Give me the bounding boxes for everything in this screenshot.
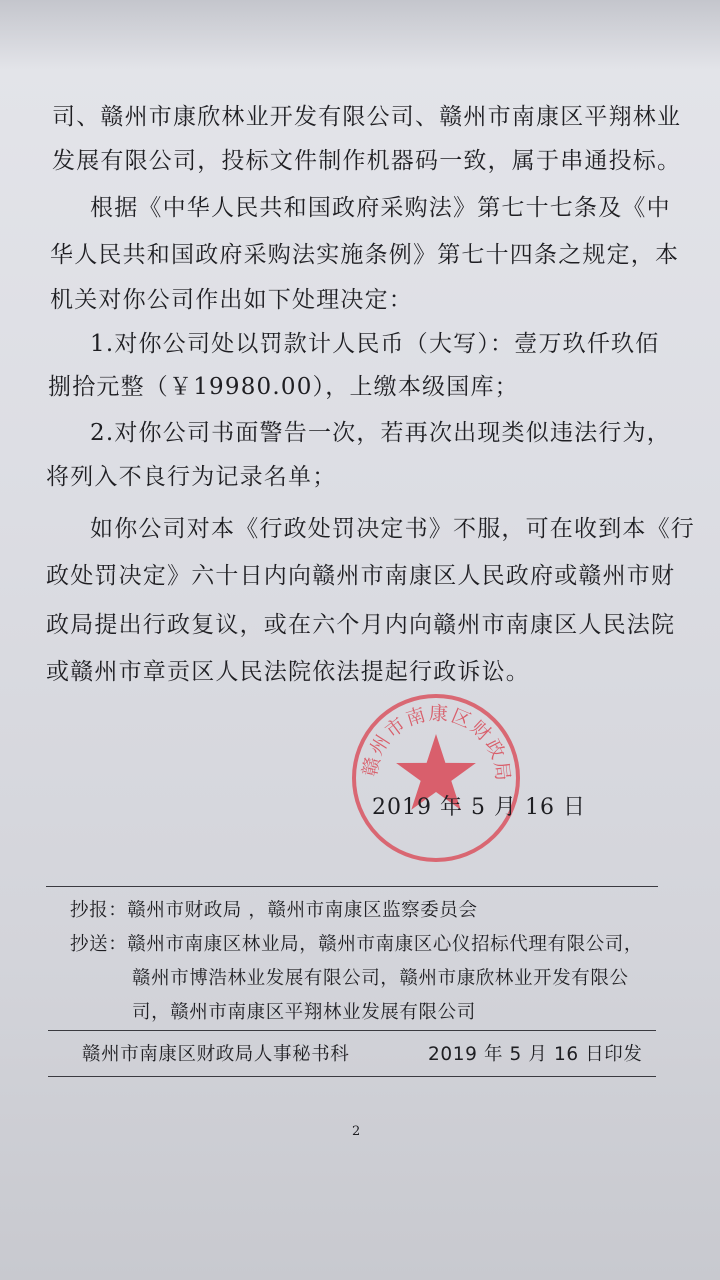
divider xyxy=(48,1076,656,1077)
seal-text: 赣州市南康区财政局 xyxy=(358,702,515,784)
body-line: 机关对你公司作出如下处理决定： xyxy=(50,287,413,313)
cc-send-to-line: 司，赣州市南康区平翔林业发展有限公司 xyxy=(132,1002,476,1023)
body-line: 捌拾元整（￥19980.00），上缴本级国库； xyxy=(48,374,519,400)
body-line: 2.对你公司书面警告一次，若再次出现类似违法行为， xyxy=(90,420,671,446)
body-line: 或赣州市章贡区人民法院依法提起行政诉讼。 xyxy=(46,659,530,685)
issue-date: 2019 年 5 月 16 日印发 xyxy=(428,1044,643,1065)
signing-date: 2019 年 5 月 16 日 xyxy=(372,795,586,820)
divider xyxy=(48,1030,656,1031)
official-seal xyxy=(348,690,524,866)
body-line: 将列入不良行为记录名单； xyxy=(46,464,337,490)
body-line: 1.对你公司处以罚款计人民币（大写）：壹万玖仟玖佰 xyxy=(90,331,660,357)
cc-report-to: 抄报：赣州市财政局 ，赣州市南康区监察委员会 xyxy=(70,900,478,921)
body-line: 司、赣州市康欣林业开发有限公司、赣州市南康区平翔林业 xyxy=(52,104,682,130)
body-line: 发展有限公司，投标文件制作机器码一致，属于串通投标。 xyxy=(52,148,682,174)
body-line: 政处罚决定》六十日内向赣州市南康区人民政府或赣州市财 xyxy=(46,563,676,589)
body-line: 如你公司对本《行政处罚决定书》不服，可在收到本《行 xyxy=(90,516,695,542)
cc-send-to-line: 抄送：赣州市南康区林业局，赣州市南康区心仪招标代理有限公司， xyxy=(70,934,644,955)
page-shadow xyxy=(0,0,720,70)
body-line: 根据《中华人民共和国政府采购法》第七十七条及《中 xyxy=(90,195,671,221)
body-line: 政局提出行政复议，或在六个月内向赣州市南康区人民法院 xyxy=(46,612,676,638)
divider xyxy=(46,886,658,887)
issuer: 赣州市南康区财政局人事秘书科 xyxy=(82,1044,350,1065)
cc-send-to-line: 赣州市博浩林业发展有限公司，赣州市康欣林业开发有限公 xyxy=(132,968,629,989)
body-line: 华人民共和国政府采购法实施条例》第七十四条之规定，本 xyxy=(50,242,680,268)
page-number: 2 xyxy=(352,1124,361,1139)
